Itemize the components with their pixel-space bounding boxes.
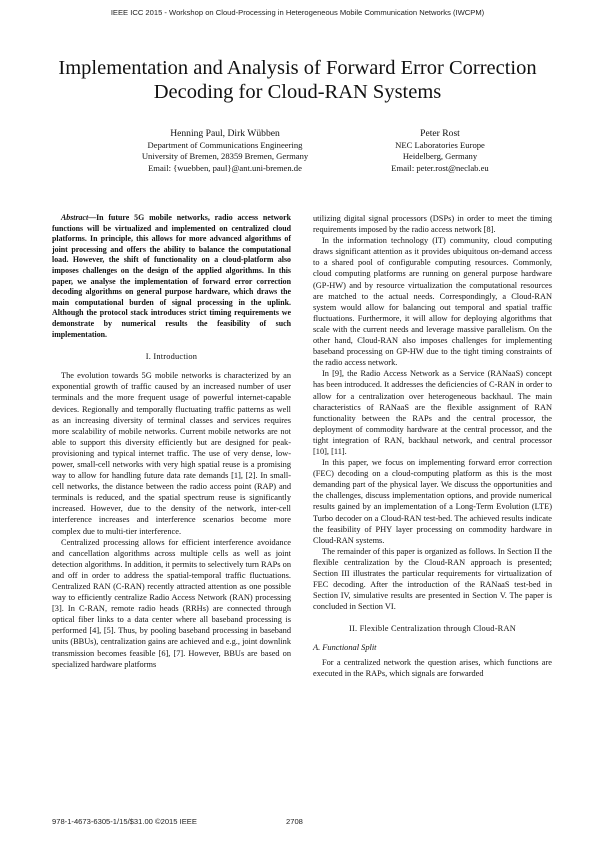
affiliation-line: Department of Communications Engineering xyxy=(147,139,303,150)
paragraph: utilizing digital signal processors (DSPs) in order to meet the timing requirements imposed by the radio access network [8]. xyxy=(313,214,552,235)
subsection-heading: A. Functional Split xyxy=(313,643,377,653)
affiliation-line: Heidelberg, Germany xyxy=(402,151,478,162)
page-number: 2708 xyxy=(286,817,303,826)
paragraph: The remainder of this paper is organized as follows. In Section II the flexible centralization by the Cloud-RAN approach is presented; Section III illustrates the particular requirements for virtualization of FEC decoding. After the introduction of the RANaaS test-bed in Section IV, simulative results are presented in Section V. The paper is concluded in Section VI. xyxy=(313,546,552,612)
copyright-footer: 978-1-4673-6305-1/15/$31.00 ©2015 IEEE xyxy=(52,817,197,826)
paragraph: In the information technology (IT) community, cloud computing draws significant attention as it provides ubiquitous on-demand access to a shared pool of configurable computing resources. Commonly, cloud computing platforms are running on general purpose hardware (GP-HW) and by resource virtualization the computational resources are matched to the actual needs. Correspondingly, a Cloud-RAN system would allow for balancing out temporal and spatial traffic fluctuations. Furthermore, it will allow for deploying algorithms that scale with the current needs and leverage massive parallelism. On the other hand, Cloud-RAN also imposes challenges for implementing baseband processing on GP-HW due to the tight timing constraints of the radio access network. xyxy=(313,236,552,368)
abstract-text: —In future 5G mobile networks, radio access network functions will be virtualized and implemented on centralized cloud platforms. In principle, this allows for more advanced algorithms of joint processing and offers the ability to balance the computational load. However, the shift of functionality on a cloud-platform also imposes challenges on the design of the applied algorithms. In this paper, we analyse the implementation of forward error correction decoding algorithms on general purpose hardware, which draws the main computational burden of signal processing in the uplink. Although the protocol stack introduces strict timing requirements we demonstrate by numerical results the feasibility of such implementation. xyxy=(52,213,291,339)
abstract xyxy=(52,213,291,340)
paragraph: In [9], the Radio Access Network as a Service (RANaaS) concept has been introduced. It addresses the deficiencies of C-RAN in order to allow for a centralization over heterogeneous backhaul. The main characteristics of RANaaS are the flexible assignment of RAN functionality between the RAPs and the central processor, the deployment of commodity hardware at the central processor, and the tight integration of RAN, backhaul network, and central processor [10], [11]. xyxy=(313,369,552,456)
paragraph: The evolution towards 5G mobile networks is characterized by an exponential growth of traffic caused by an increased number of user terminals and the more frequent usage of powerful internet-capable devices. Regionally and temporally fluctuating traffic patterns as well as an increasing diversity of terminal classes and services requires more scalability of mobile networks. Current mobile networks are not able to support this diversity efficiently but are designed for peak-provisioning and typical internet traffic. The use of very dense, low-power, small-cell networks with very high spatial reuse is a promising way to allow for handling future data rate demands [1], [2]. In small-cell networks, the distance between the radio access point (RAP) and terminals is reduced, and the spatial spectrum reuse is significantly increased. However, due to the density of the network, inter-cell interference increases and interference scenarios become more complex due to multi-tier interference. xyxy=(52,371,291,536)
author-block-2 xyxy=(330,128,550,174)
paragraph: For a centralized network the question arises, which functions are executed in the RAPs, which signals are forwarded xyxy=(313,657,552,678)
paragraph: Centralized processing allows for efficient interference avoidance and cancellation algorithms across multiple cells as well as joint detection algorithms. In addition, it permits to selectively turn RAPs on and off in order to address the spatial-temporal traffic fluctuations. Centralized RAN (C-RAN) recently attracted attention as one possible way to efficiently centralize Radio Access Network (RAN) processing [3]. In C-RAN, remote radio heads (RRHs) are connected through optical fiber links to a data center where all baseband processing is performed [4], [5]. Thus, by pooling baseband processing in baseband units (BBUs), centralization gains are achieved and e.g., joint downlink transmission becomes feasible [6], [7]. However, BBUs are based on specialized hardware platforms xyxy=(52,537,291,669)
email-line: Email: peter.rost@neclab.eu xyxy=(391,162,489,173)
author-names: Henning Paul, Dirk Wübben xyxy=(170,128,280,139)
abstract-label: Abstract xyxy=(61,213,89,222)
author-names: Peter Rost xyxy=(420,128,460,139)
section-heading: I. Introduction xyxy=(145,352,198,362)
author-block-1 xyxy=(115,128,335,174)
paper-title: Implementation and Analysis of Forward Error Correction Decoding for Cloud-RAN Systems xyxy=(58,57,537,103)
section-heading: II. Flexible Centralization through Cloud-RAN xyxy=(349,624,516,634)
paragraph: In this paper, we focus on implementing forward error correction (FEC) decoding on a cloud-computing platform as this is the most demanding part of the physical layer. We discuss the opportunities and the challenges, discuss implementation options, and provide numerical results gained by an implementation of a Long-Term Evolution (LTE) Turbo decoder on a Cloud-RAN test-bed. The achieved results indicate the feasibility of PHY layer processing on commodity hardware in Cloud-RAN systems. xyxy=(313,458,552,545)
affiliation-line: University of Bremen, 28359 Bremen, Germany xyxy=(141,151,309,162)
left-column xyxy=(52,213,291,670)
email-line: Email: {wuebben, paul}@ant.uni-bremen.de xyxy=(148,162,302,173)
right-column xyxy=(313,213,552,679)
conference-header: IEEE ICC 2015 - Workshop on Cloud-Processing in Heterogeneous Mobile Communication Networks (IWCPM) xyxy=(110,8,485,17)
affiliation-line: NEC Laboratories Europe xyxy=(395,139,485,150)
